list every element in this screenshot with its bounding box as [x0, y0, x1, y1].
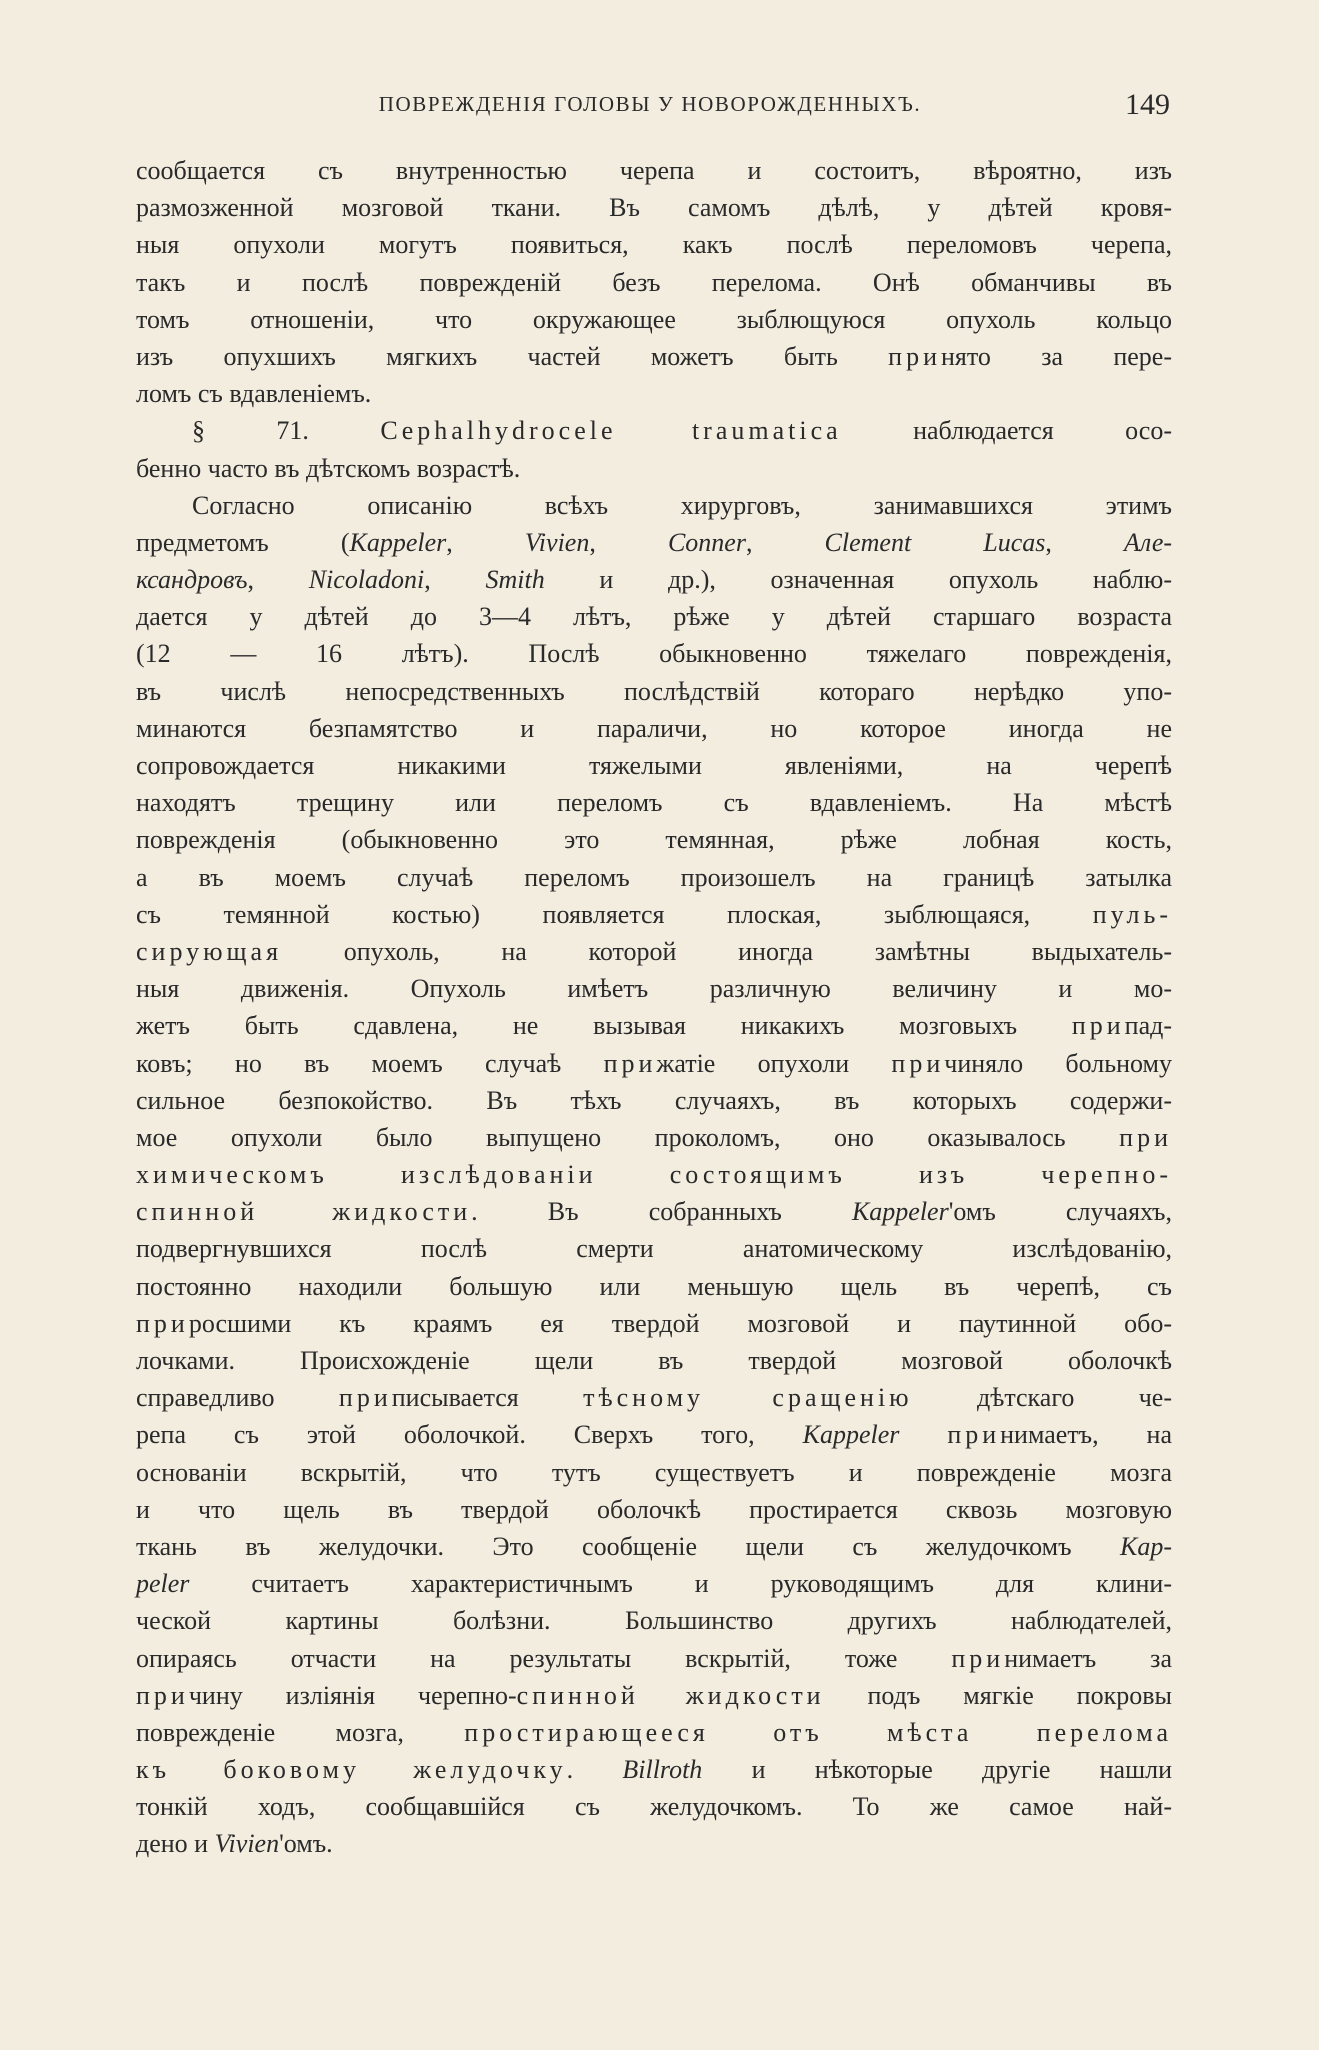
page-number: 149: [1125, 88, 1170, 121]
text-line: поврежденія (обыкновенно это темянная, рѣже лобная кость,: [136, 825, 1172, 855]
text-line: ткань въ желудочки. Это сообщеніе щели съ желудочкомъ Kap-: [136, 1531, 1172, 1561]
text-line: дается у дѣтей до 3—4 лѣтъ, рѣже у дѣтей старшаго возраста: [136, 602, 1172, 632]
text-line: ныя движенія. Опухоль имѣетъ различную величину и мо-: [136, 974, 1172, 1004]
text-line: къ боковому желудочку. Billroth и нѣкоторые другіе нашли: [136, 1755, 1172, 1785]
text-line: ныя опухоли могутъ появиться, какъ послѣ переломовъ черепа,: [136, 230, 1172, 260]
text-line: предметомъ (Kappeler, Vivien, Conner, Clement Lucas, Але-: [136, 527, 1173, 557]
text-line: ковъ; но въ моемъ случаѣ прижатіе опухоли причиняло больному: [136, 1048, 1172, 1078]
text-line: репа съ этой оболочкой. Сверхъ того, Kappeler принимаетъ, на: [136, 1420, 1173, 1450]
text-line: въ числѣ непосредственныхъ послѣдствій котораго нерѣдко упо-: [136, 676, 1172, 706]
text-line: и что щель въ твердой оболочкѣ простирается сквозь мозговую: [136, 1494, 1172, 1524]
text-line: сирующая опухоль, на которой иногда замѣтны выдыхатель-: [136, 936, 1172, 966]
text-line: постоянно находили большую или меньшую щель въ черепѣ, съ: [136, 1271, 1172, 1301]
text-line: изъ опухшихъ мягкихъ частей можетъ быть принято за пере-: [136, 341, 1172, 371]
text-line: опираясь отчасти на результаты вскрытій, тоже принимаетъ за: [136, 1643, 1172, 1673]
text-line: химическомъ изслѣдованіи состоящимъ изъ черепно-: [136, 1160, 1172, 1190]
body-text: [136, 152, 1172, 1863]
running-head: ПОВРЕЖДЕНІЯ ГОЛОВЫ У НОВОРОЖДЕННЫХЪ.: [378, 92, 922, 116]
page-header: [130, 88, 1170, 128]
text-line: сопровождается никакими тяжелыми явленіями, на черепѣ: [136, 751, 1172, 780]
text-line: приросшими къ краямъ ея твердой мозговой и паутинной обо-: [136, 1308, 1172, 1338]
text-line: ческой картины болѣзни. Большинство другихъ наблюдателей,: [136, 1606, 1172, 1636]
text-line: (12 — 16 лѣтъ). Послѣ обыкновенно тяжелаго поврежденія,: [136, 639, 1172, 669]
text-line: тонкій ходъ, сообщавшійся съ желудочкомъ. То же самое най-: [136, 1792, 1172, 1822]
text-line: находятъ трещину или переломъ съ вдавленіемъ. На мѣстѣ: [136, 788, 1172, 818]
text-line: жетъ быть сдавлена, не вызывая никакихъ мозговыхъ припад-: [136, 1011, 1172, 1041]
text-line: ломъ съ вдавленіемъ.: [136, 379, 372, 409]
text-line: лочками. Происхожденіе щели въ твердой мозговой оболочкѣ: [136, 1346, 1172, 1375]
text-line: мое опухоли было выпущено проколомъ, оно оказывалось при: [136, 1122, 1172, 1152]
text-line: размозженной мозговой ткани. Въ самомъ дѣлѣ, у дѣтей кровя-: [136, 193, 1172, 223]
text-line: основаніи вскрытій, что тутъ существуетъ и поврежденіе мозга: [136, 1457, 1172, 1487]
text-line: дено и Vivien'омъ.: [136, 1829, 333, 1859]
text-line: причину изліянія черепно-спинной жидкости подъ мягкіе покровы: [136, 1680, 1172, 1710]
text-line: подвергнувшихся послѣ смерти анатомическому изслѣдованію,: [136, 1234, 1172, 1264]
text-line: справедливо приписывается тѣсному сращенію дѣтскаго че-: [136, 1383, 1172, 1413]
text-line: а въ моемъ случаѣ переломъ произошелъ на границѣ затылка: [136, 862, 1172, 892]
text-line: сообщается съ внутренностью черепа и состоитъ, вѣроятно, изъ: [136, 156, 1172, 185]
section-heading-line: § 71. Cephalhydrocele traumatica наблюдается осо-: [192, 416, 1172, 446]
text-line: томъ отношеніи, что окружающее зыблющуюся опухоль кольцо: [136, 304, 1172, 334]
text-line: Согласно описанію всѣхъ хирурговъ, занимавшихся этимъ: [192, 490, 1172, 520]
text-line: поврежденіе мозга, простирающееся отъ мѣста перелома: [136, 1717, 1173, 1747]
text-line: ксандровъ, Nicoladoni, Smith и др.), означенная опухоль наблю-: [136, 565, 1173, 595]
text-line: бенно часто въ дѣтскомъ возрастѣ.: [136, 453, 521, 483]
text-line: минаются безпамятство и параличи, но которое иногда не: [136, 713, 1172, 743]
text-line: сильное безпокойство. Въ тѣхъ случаяхъ, въ которыхъ содержи-: [136, 1085, 1172, 1115]
text-line: спинной жидкости. Въ собранныхъ Kappeler'омъ случаяхъ,: [136, 1197, 1172, 1227]
text-line: съ темянной костью) появляется плоская, зыблющаяся, пуль-: [136, 899, 1172, 929]
text-line: peler считаетъ характеристичнымъ и руководящимъ для клини-: [136, 1569, 1172, 1599]
text-line: такъ и послѣ поврежденій безъ перелома. Онѣ обманчивы въ: [136, 267, 1172, 297]
